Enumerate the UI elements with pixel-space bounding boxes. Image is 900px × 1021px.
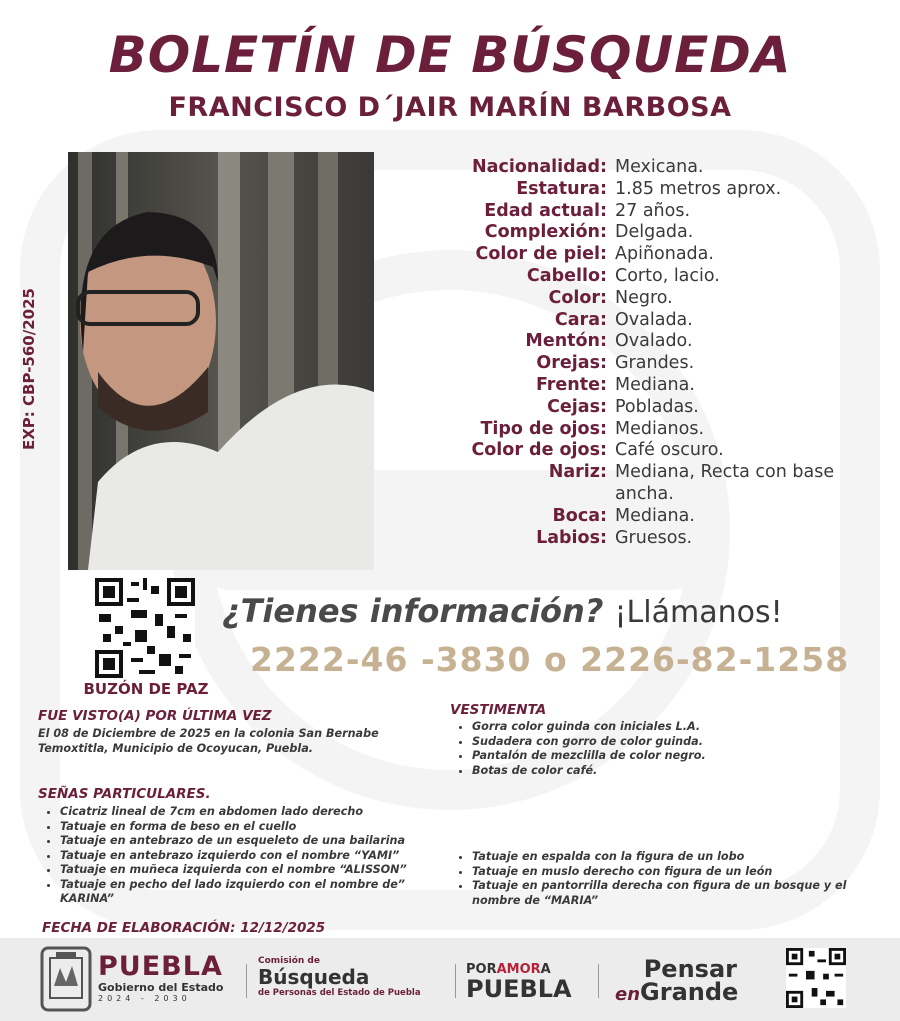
puebla-seal-icon	[40, 946, 92, 1012]
marks-list-right	[450, 850, 870, 908]
marks-heading: SEÑAS PARTICULARES.	[38, 786, 211, 802]
list-item: • Tatuaje en pecho del lado izquierdo con el nombre de” KARINA”	[60, 878, 448, 907]
attr-row: Boca: Mediana.	[552, 505, 695, 526]
marks-list-left	[38, 805, 448, 907]
last-seen-heading: FUE VISTO(A) POR ÚLTIMA VEZ	[38, 708, 272, 724]
list-item: • Cicatriz lineal de 7cm en abdomen lado derecho	[60, 805, 448, 820]
attr-row: Cejas: Pobladas.	[547, 396, 699, 417]
attr-row: Nariz: Mediana, Recta con base ancha.	[548, 462, 835, 504]
bulletin-title: BOLETÍN DE BÚSQUEDA	[108, 26, 792, 84]
attr-row: Color de piel: Apiñonada.	[475, 244, 714, 265]
attr-row: Color: Negro.	[548, 287, 673, 308]
divider	[455, 964, 456, 998]
list-item: • Sudadera con gorro de color guinda.	[472, 735, 850, 750]
list-item: • Tatuaje en espalda con la figura de un lobo	[472, 850, 870, 865]
footer-logos	[0, 938, 900, 1021]
last-seen-text: El 08 de Diciembre de 2025 en la colonia San Bernabe Temoxtitla, Municipio de Ocoyucan, Puebla.	[38, 727, 379, 755]
attr-row: Estatura: 1.85 metros aprox.	[516, 178, 782, 199]
buzon-qr-code[interactable]	[95, 578, 195, 678]
list-item: • Tatuaje en muslo derecho con figura de un león	[472, 865, 870, 880]
attr-row: Frente: Mediana.	[535, 374, 695, 395]
list-item: • Tatuaje en forma de beso en el cuello	[60, 820, 448, 835]
list-item: • Botas de color café.	[472, 764, 850, 779]
attr-row: Tipo de ojos: Medianos.	[480, 418, 705, 439]
attr-row: Complexión: Delgada.	[484, 222, 694, 243]
contact-phones[interactable]: 2222-46 -3830 o 2226-82-1258	[250, 640, 850, 679]
comision-busqueda-logo: Comisión de Búsqueda de Personas del Estado de Puebla	[258, 956, 421, 998]
description-list	[440, 157, 880, 549]
list-item: • Gorra color guinda con iniciales L.A.	[472, 720, 850, 735]
attr-row: Nacionalidad: Mexicana.	[472, 157, 704, 177]
attr-row: Mentón: Ovalado.	[525, 331, 693, 352]
divider	[598, 964, 599, 998]
attr-row: Color de ojos: Café oscuro.	[471, 440, 724, 461]
attr-row: Labios: Gruesos.	[536, 527, 693, 548]
attr-row: Orejas: Grandes.	[536, 353, 695, 374]
missing-person-photo	[68, 152, 374, 570]
expediente-number: EXP: CBP-560/2025	[20, 288, 38, 450]
list-item: • Tatuaje en antebrazo izquierdo con el nombre “YAMI”	[60, 849, 448, 864]
gobierno-puebla-logo: PUEBLA Gobierno del Estado 2024 - 2030	[98, 951, 224, 1003]
creation-date: FECHA DE ELABORACIÓN: 12/12/2025	[42, 920, 326, 936]
attr-row: Cabello: Corto, lacio.	[526, 265, 720, 286]
info-question: ¿Tienes información? ¡Llámanos!	[222, 592, 783, 630]
list-item: • Pantalón de mezclilla de color negro.	[472, 749, 850, 764]
last-seen-section	[38, 708, 428, 756]
divider	[246, 964, 247, 998]
attr-row: Edad actual: 27 años.	[484, 200, 691, 221]
list-item: • Tatuaje en muñeca izquierda con el nombre “ALISSON”	[60, 863, 448, 878]
por-amor-a-puebla-logo: PORAMORA PUEBLA	[466, 962, 572, 1003]
list-item: • Tatuaje en pantorrilla derecha con figura de un bosque y el nombre de “MARIA”	[472, 879, 870, 908]
buzon-de-paz-label: BUZÓN DE PAZ	[83, 680, 209, 698]
attr-row: Cara: Ovalada.	[554, 309, 693, 330]
call-prompt: ¡Llámanos!	[614, 595, 783, 630]
missing-person-name: FRANCISCO D´JAIR MARÍN BARBOSA	[168, 92, 732, 123]
clothing-heading: VESTIMENTA	[450, 702, 547, 718]
clothing-section	[450, 702, 850, 778]
footer-qr-code[interactable]	[786, 948, 846, 1008]
pensar-en-grande-logo: Pensar enGrande	[615, 955, 739, 1006]
list-item: • Tatuaje en antebrazo de un esqueleto de una bailarina	[60, 834, 448, 849]
